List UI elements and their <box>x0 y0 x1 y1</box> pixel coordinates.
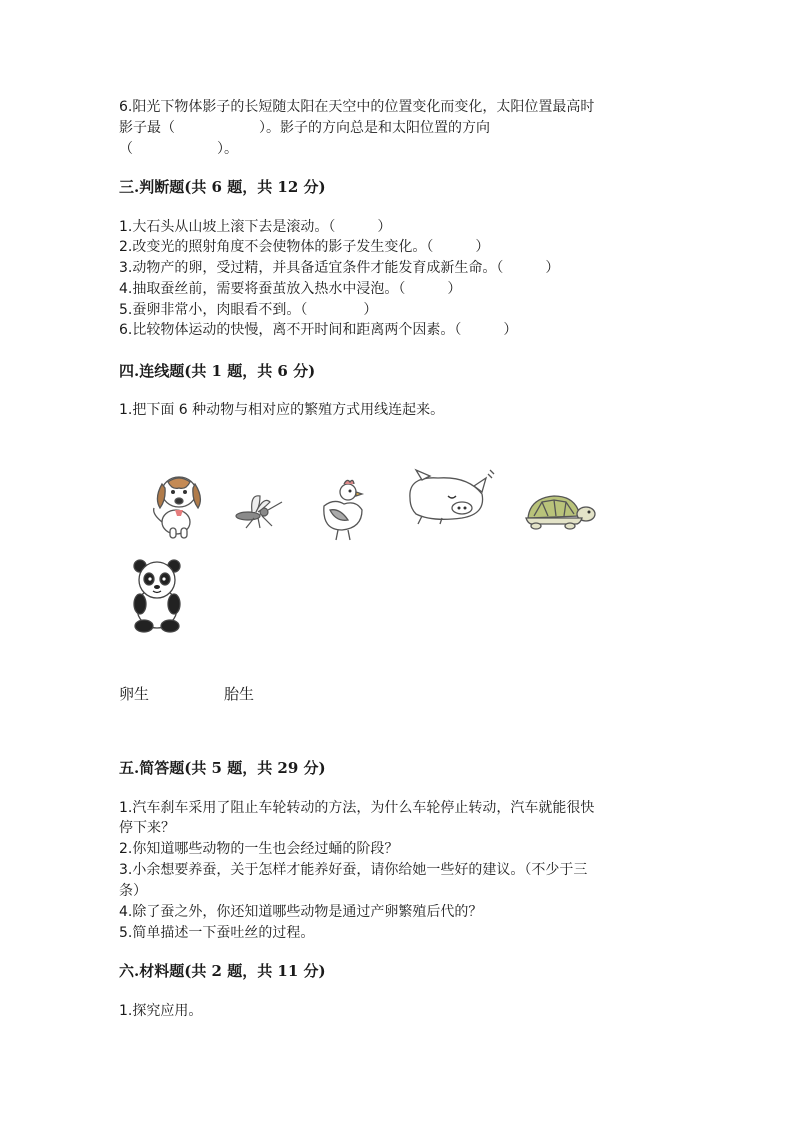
judge-q2: 2.改变光的照射角度不会使物体的影子发生变化。（ ） <box>119 239 490 255</box>
label-viviparous: 胎生 <box>224 685 255 703</box>
hen-icon <box>314 476 370 542</box>
short-q4: 4.除了蚕之外，你还知道哪些动物是通过产卵繁殖后代的？ <box>119 904 483 920</box>
section3-title: 三.判断题(共 6 题，共 12 分) <box>119 178 326 196</box>
short-q3-line1: 3.小余想要养蚕，关于怎样才能养好蚕，请你给她一些好的建议。（不少于三 <box>119 862 588 878</box>
section5-title: 五.简答题(共 5 题，共 29 分) <box>119 759 326 777</box>
judge-q6: 6.比较物体运动的快慢，离不开时间和距离两个因素。（ ） <box>119 322 518 338</box>
short-q2: 2.你知道哪些动物的一生也会经过蛹的阶段？ <box>119 841 399 857</box>
section4-title: 四.连线题(共 1 题，共 6 分) <box>119 362 316 380</box>
panda-icon <box>130 558 186 634</box>
pig-icon <box>402 468 496 526</box>
short-q1-line1: 1.汽车刹车采用了阻止车轮转动的方法，为什么车轮停止转动，汽车就能很快 <box>119 800 595 816</box>
fill-in-q6-line1: 6.阳光下物体影子的长短随太阳在天空中的位置变化而变化，太阳位置最高时 <box>119 99 595 115</box>
judge-q5: 5.蚕卵非常小，肉眼看不到。（ ） <box>119 302 378 318</box>
material-q1: 1.探究应用。 <box>119 1003 203 1019</box>
short-q5: 5.简单描述一下蚕吐丝的过程。 <box>119 925 315 941</box>
section6-title: 六.材料题(共 2 题，共 11 分) <box>119 962 326 980</box>
judge-q3: 3.动物产的卵，受过精，并具备适宜条件才能发育成新生命。（ ） <box>119 260 560 276</box>
turtle-icon <box>520 490 598 532</box>
short-q1-line2: 停下来？ <box>119 820 175 836</box>
judge-q4: 4.抽取蚕丝前，需要将蚕茧放入热水中浸泡。（ ） <box>119 281 462 297</box>
match-q1: 1.把下面 6 种动物与相对应的繁殖方式用线连起来。 <box>119 402 445 418</box>
mosquito-icon <box>230 490 284 530</box>
dog-icon <box>148 470 210 540</box>
judge-q1: 1.大石头从山坡上滚下去是滚动。（ ） <box>119 219 392 235</box>
fill-in-q6-line3: （ ）。 <box>119 141 238 157</box>
short-q3-line2: 条） <box>119 883 147 899</box>
label-oviparous: 卵生 <box>119 685 150 703</box>
fill-in-q6-line2: 影子最（ ）。影子的方向总是和太阳位置的方向 <box>119 120 490 136</box>
